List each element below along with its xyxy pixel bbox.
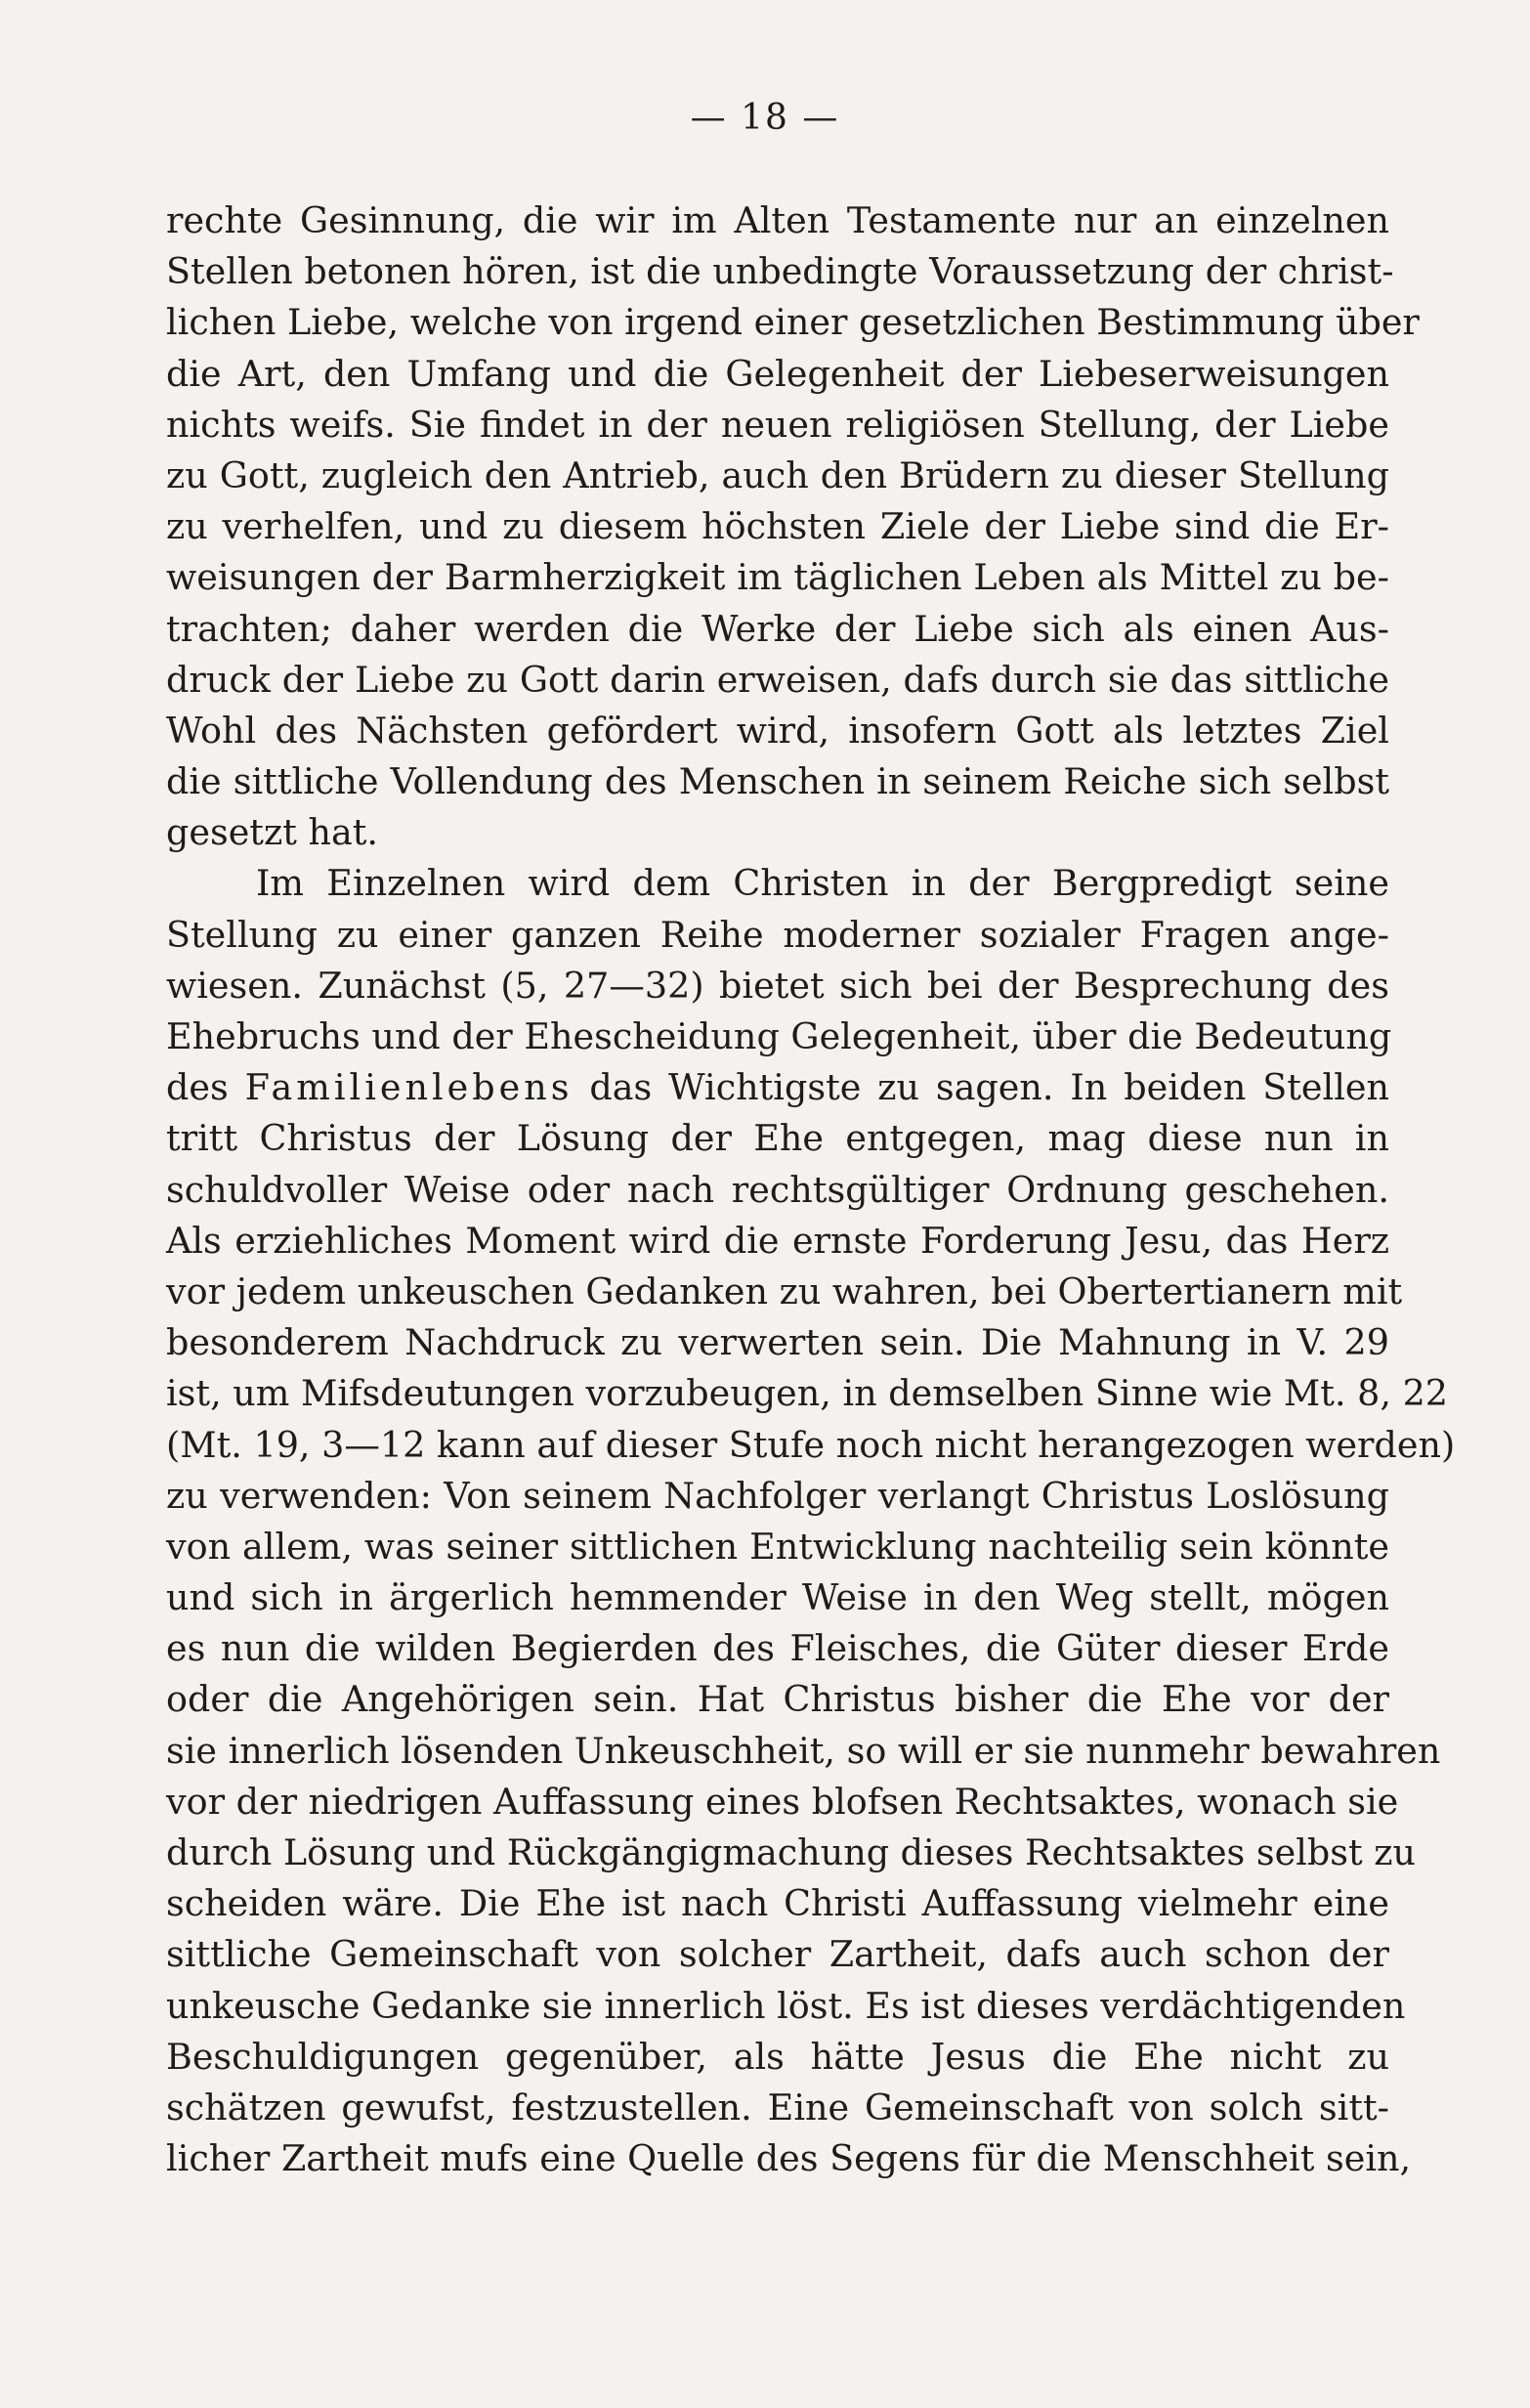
text-line: (Mt. 19, 3—12 kann auf dieser Stufe noch nicht herangezogen werden) [166,1423,1456,1466]
text-line: Stellung zu einer ganzen Reihe moderner sozialer Fragen ange- [166,913,1389,956]
text-line: sittliche Gemeinschaft von solcher Zartheit, dafs auch schon der [166,1933,1389,1976]
text-fragment: das Wichtigste zu sagen. In beiden Stellen [573,1066,1389,1109]
text-line: zu verhelfen, und zu diesem höchsten Ziele der Liebe sind die Er- [166,505,1389,548]
text-line: rechte Gesinnung, die wir im Alten Testamente nur an einzelnen [166,199,1389,241]
text-line: gesetzt hat. [166,811,379,854]
text-line: vor der niedrigen Auffassung eines blofsen Rechtsaktes, wonach sie [166,1780,1399,1823]
text-line: durch Lösung und Rückgängigmachung dieses Rechtsaktes selbst zu [166,1831,1416,1873]
body-text [166,195,1456,2184]
text-line: schuldvoller Weise oder nach rechtsgültiger Ordnung geschehen. [166,1168,1389,1211]
text-line: schätzen gewufst, festzustellen. Eine Gemeinschaft von solch sitt- [166,2086,1389,2128]
text-line: scheiden wäre. Die Ehe ist nach Christi Auffassung vielmehr eine [166,1882,1389,1925]
text-line: Wohl des Nächsten gefördert wird, insofern Gott als letztes Ziel [166,709,1389,752]
page-number: — 18 — [690,98,840,138]
text-line: sie innerlich lösenden Unkeuschheit, so will er sie nunmehr bewahren [166,1729,1441,1772]
text-line: die sittliche Vollendung des Menschen in seinem Reiche sich selbst [166,760,1389,803]
text-line: es nun die wilden Begierden des Fleisches, die Güter dieser Erde [166,1627,1389,1670]
text-line: wiesen. Zunächst (5, 27—32) bietet sich bei der Besprechung des [166,964,1389,1007]
text-line: vor jedem unkeuschen Gedanken zu wahren, bei Obertertianern mit [166,1269,1403,1312]
text-line: Als erziehliches Moment wird die ernste Forderung Jesu, das Herz [166,1219,1389,1262]
text-line: licher Zartheit mufs eine Quelle des Segens für die Menschheit sein, [166,2137,1412,2180]
text-line: ist, um Mifsdeutungen vorzubeugen, in demselben Sinne wie Mt. 8, 22 [166,1372,1449,1415]
text-line: Im Einzelnen wird dem Christen in der Bergpredigt seine [256,862,1389,905]
text-line: druck der Liebe zu Gott darin erweisen, dafs durch sie das sittliche [166,658,1389,701]
text-line: zu Gott, zugleich den Antrieb, auch den Brüdern zu dieser Stellung [166,453,1389,496]
text-line: besonderem Nachdruck zu verwerten sein. Die Mahnung in V. 29 [166,1321,1389,1364]
text-line: Stellen betonen hören, ist die unbedingte Voraussetzung der christ- [166,250,1394,293]
text-line: unkeusche Gedanke sie innerlich löst. Es ist dieses verdächtigenden [166,1984,1406,2027]
text-line: tritt Christus der Lösung der Ehe entgegen, mag diese nun in [166,1117,1389,1160]
text-line: die Art, den Umfang und die Gelegenheit der Liebeserweisungen [166,352,1389,395]
text-line: von allem, was seiner sittlichen Entwicklung nachteilig sein könnte [166,1525,1389,1568]
text-fragment: des [166,1066,245,1109]
text-line: nichts weifs. Sie findet in der neuen religiösen Stellung, der Liebe [166,403,1389,446]
text-line: trachten; daher werden die Werke der Liebe sich als einen Aus- [166,607,1389,650]
text-line: lichen Liebe, welche von irgend einer gesetzlichen Bestimmung über [166,301,1420,344]
emphasized-word: Familienlebens [244,1066,574,1109]
text-line: weisungen der Barmherzigkeit im täglichen Leben als Mittel zu be- [166,556,1389,599]
text-line: oder die Angehörigen sein. Hat Christus bisher die Ehe vor der [166,1678,1389,1721]
text-line: und sich in ärgerlich hemmender Weise in den Weg stellt, mögen [166,1576,1389,1619]
text-line: zu verwenden: Von seinem Nachfolger verlangt Christus Loslösung [166,1474,1389,1517]
text-line: Ehebruchs und der Ehescheidung Gelegenheit, über die Bedeutung [166,1015,1392,1057]
text-line [166,1062,1389,1113]
text-line: Beschuldigungen gegenüber, als hätte Jesus die Ehe nicht zu [166,2035,1389,2078]
